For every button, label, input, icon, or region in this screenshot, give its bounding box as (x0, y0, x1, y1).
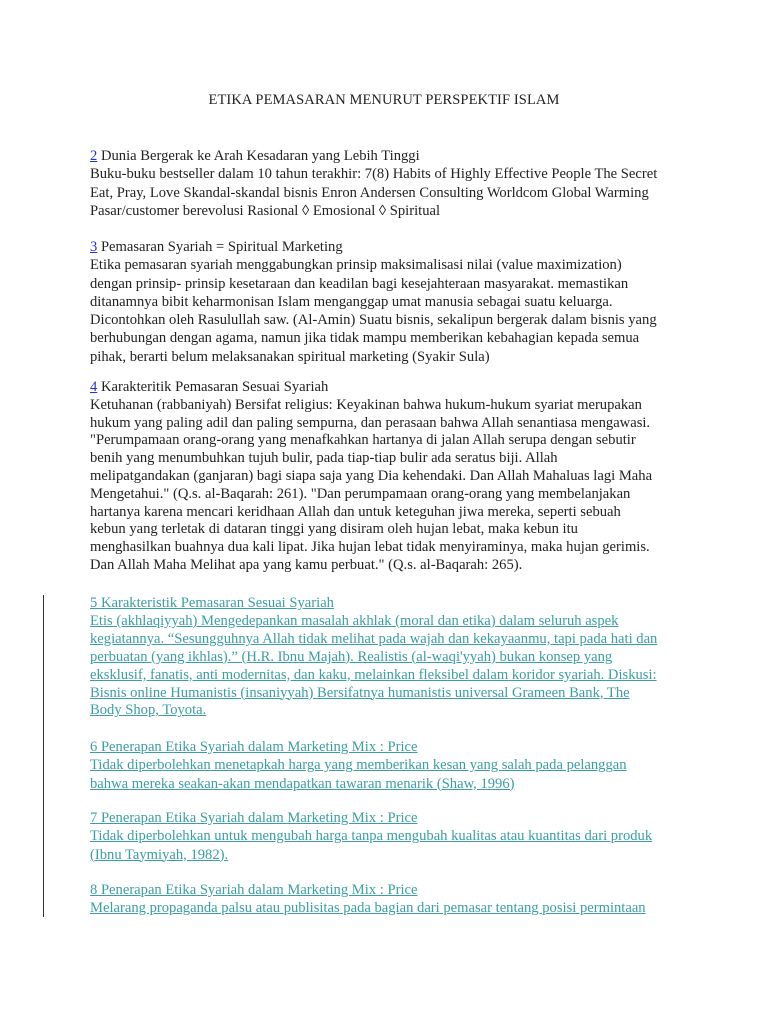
text-line: benih yang menumbuhkan tujuh bulir, pada tiap-tiap bulir ada seratus biji. Allah (90, 450, 558, 467)
text-line: Dan Allah Maha Melihat apa yang kamu perbuat." (Q.s. al-Baqarah: 265). (90, 556, 523, 573)
text-line: dengan prinsip- prinsip kesetaraan dan keadilan bagi kesejahteraan masyarakat. memastikan (90, 275, 629, 292)
link-section-6[interactable] (90, 738, 750, 793)
link-line[interactable]: Bisnis online Humanistis (insaniyyah) Bersifatnya humanistis universal Grameen Bank, The (90, 684, 630, 701)
text-line: berhubungan dengan agama, namun jika tidak mampu memberikan kebahagian kepada semua (90, 330, 640, 347)
link-line[interactable]: bahwa mereka seakan-akan mendapatkan tawaran menarik (Shaw, 1996) (90, 775, 515, 792)
text-line: Eat, Pray, Love Skandal-skandal bisnis Enron Andersen Consulting Worldcom Global Warming (90, 184, 649, 201)
link-line[interactable]: 5 Karakteristik Pemasaran Sesuai Syariah (90, 595, 334, 611)
text-line: hartanya karena mencari keridhaan Allah dan untuk keteguhan jiwa mereka, seperti sebuah (90, 503, 621, 520)
link-line[interactable]: Tidak diperbolehkan untuk mengubah harga tanpa mengubah kualitas atau kuantitas dari produk (90, 828, 653, 845)
text-line: Dicontohkan oleh Rasulullah saw. (Al-Amin) Suatu bisnis, sekalipun bergerak dalam bisnis yang (90, 312, 657, 329)
text-line: Etika pemasaran syariah menggabungkan prinsip maksimalisasi nilai (value maximization) (90, 257, 622, 274)
link-line[interactable]: 8 Penerapan Etika Syariah dalam Marketing Mix : Price (90, 882, 418, 898)
section-heading: Pemasaran Syariah = Spiritual Marketing (97, 239, 343, 255)
section-4 (90, 379, 750, 575)
link-line[interactable]: kegiatannya. “Sesungguhnya Allah tidak melihat pada wajah dan kekayaanmu, tapi pada hati dan (90, 630, 658, 647)
link-line[interactable]: Tidak diperbolehkan menetapkah harga yang memberikan kesan yang salah pada pelanggan (90, 757, 627, 774)
text-line: melipatgandakan (ganjaran) bagi siapa saja yang Dia kehendaki. Dan Allah Mahaluas lagi Maha (90, 467, 653, 484)
link-line[interactable]: (Ibnu Taymiyah, 1982). (90, 846, 229, 863)
link-section-8[interactable] (90, 881, 750, 918)
text-line: hukum yang paling adil dan paling sempurna, dan perasaan bahwa Allah senantiasa mengawasi. (90, 414, 651, 431)
link-section-7[interactable] (90, 809, 750, 864)
page-link-3[interactable]: 3 (90, 239, 98, 255)
link-line[interactable]: Body Shop, Toyota. (90, 702, 207, 719)
text-line: ditanamnya bibit keharmonisan Islam menganggap umat manusia sebagai suatu keluarga. (90, 293, 613, 310)
link-line[interactable]: 7 Penerapan Etika Syariah dalam Marketing Mix : Price (90, 810, 418, 826)
text-line: pihak, berarti belum melaksanakan spiritual marketing (Syakir Sula) (90, 348, 490, 365)
text-line: menghasilkan buahnya dua kali lipat. Jika hujan lebat tidak menyiraminya, maka hujan gerimis. (90, 539, 650, 556)
section-heading: Karakteritik Pemasaran Sesuai Syariah (97, 379, 329, 395)
text-line: Ketuhanan (rabbaniyah) Bersifat religius: Keyakinan bahwa hukum-hukum syariat merupakan (90, 396, 642, 413)
section-2 (90, 147, 750, 220)
document-title: ETIKA PEMASARAN MENURUT PERSPEKTIF ISLAM (208, 92, 560, 108)
link-line[interactable]: perbuatan (yang ikhlas).” (H.R. Ibnu Majah). Realistis (al-waqi'yyah) bukan konsep yang (90, 648, 613, 665)
link-section-5[interactable] (90, 595, 750, 720)
section-heading: Dunia Bergerak ke Arah Kesadaran yang Lebih Tinggi (97, 148, 420, 164)
text-line: Buku-buku bestseller dalam 10 tahun terakhir: 7(8) Habits of Highly Effective People The Secret (90, 166, 658, 183)
link-line[interactable]: eksklusif, fanatis, anti modernitas, dan kaku, melainkan fleksibel dalam koridor syariah. Diskusi: (90, 666, 657, 683)
link-line[interactable]: Etis (akhlaqiyyah) Mengedepankan masalah akhlak (moral dan etika) dalam seluruh aspek (90, 612, 619, 629)
link-line[interactable]: Melarang propaganda palsu atau publisitas pada bagian dari pemasar tentang posisi permintaan (90, 900, 646, 917)
change-bar (43, 595, 44, 917)
link-line[interactable]: 6 Penerapan Etika Syariah dalam Marketing Mix : Price (90, 739, 418, 755)
text-line: Mengetahui." (Q.s. al-Baqarah: 261). "Dan perumpamaan orang-orang yang membelanjakan (90, 485, 631, 502)
page-link-4[interactable]: 4 (90, 379, 98, 395)
text-line: kebun yang terletak di dataran tinggi yang disiram oleh hujan lebat, maka kebun itu (90, 521, 578, 538)
text-line: "Perumpamaan orang-orang yang menafkahkan hartanya di jalan Allah serupa dengan sebutir (90, 432, 636, 449)
text-line: Pasar/customer berevolusi Rasional ◊ Emosional ◊ Spiritual (90, 202, 441, 219)
section-3 (90, 238, 750, 366)
page-link-2[interactable]: 2 (90, 148, 98, 164)
